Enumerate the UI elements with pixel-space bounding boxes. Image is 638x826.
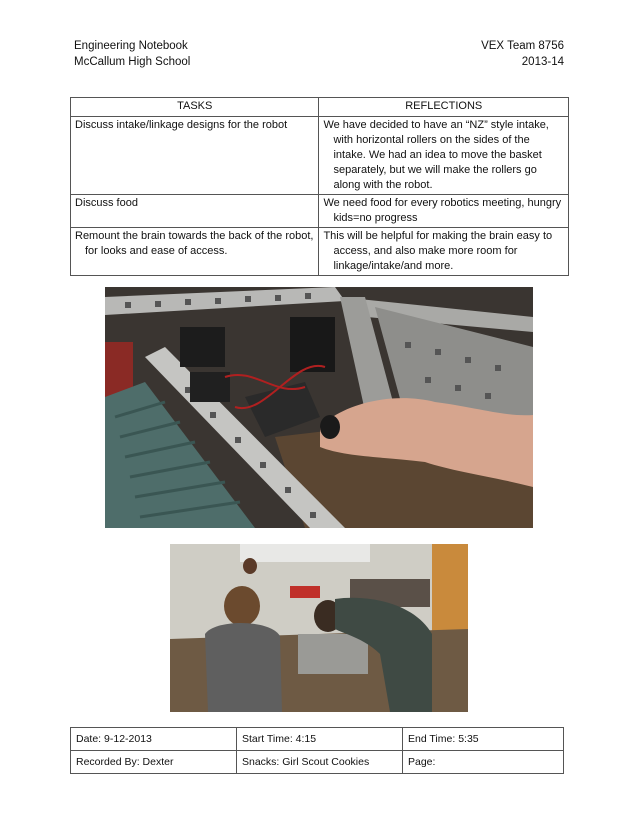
recorded-by-field: Recorded By: Dexter: [71, 751, 237, 774]
classroom-photo: [170, 544, 468, 712]
snacks-field: Snacks: Girl Scout Cookies: [237, 751, 403, 774]
robot-closeup-illustration: [105, 287, 533, 528]
school-name: McCallum High School: [74, 56, 191, 68]
table-row: [71, 228, 569, 276]
robot-closeup-photo: [105, 287, 533, 528]
reflection-cell: We need food for every robotics meeting, hungry kids=no progress: [319, 195, 569, 228]
classroom-illustration: [170, 544, 468, 712]
season: 2013-14: [521, 56, 564, 68]
task-cell: Discuss food: [71, 195, 319, 228]
reflections-header: REFLECTIONS: [319, 98, 569, 117]
start-time-field: Start Time: 4:15: [237, 728, 403, 751]
task-cell: Discuss intake/linkage designs for the robot: [71, 117, 319, 195]
task-cell: Remount the brain towards the back of the robot, for looks and ease of access.: [71, 228, 319, 276]
tasks-header: TASKS: [71, 98, 319, 117]
footer-row: [71, 751, 564, 774]
reflection-cell: We have decided to have an “NZ” style intake, with horizontal rollers on the sides of the intake. We had an idea to move the basket separately, but we will make the rollers go along with the robot.: [319, 117, 569, 195]
header-right: [481, 38, 564, 70]
end-time-field: End Time: 5:35: [403, 728, 564, 751]
table-row: [71, 117, 569, 195]
notebook-title: Engineering Notebook: [74, 40, 188, 52]
table-header-row: [71, 98, 569, 117]
table-row: [71, 195, 569, 228]
footer-row: [71, 728, 564, 751]
date-field: Date: 9-12-2013: [71, 728, 237, 751]
tasks-table: [70, 97, 569, 276]
team-name: VEX Team 8756: [481, 40, 564, 52]
page-field: Page:: [403, 751, 564, 774]
reflection-cell: This will be helpful for making the brain easy to access, and also make more room for linkage/intake/and more.: [319, 228, 569, 276]
header-left: [74, 38, 190, 70]
footer-table: [70, 727, 564, 774]
